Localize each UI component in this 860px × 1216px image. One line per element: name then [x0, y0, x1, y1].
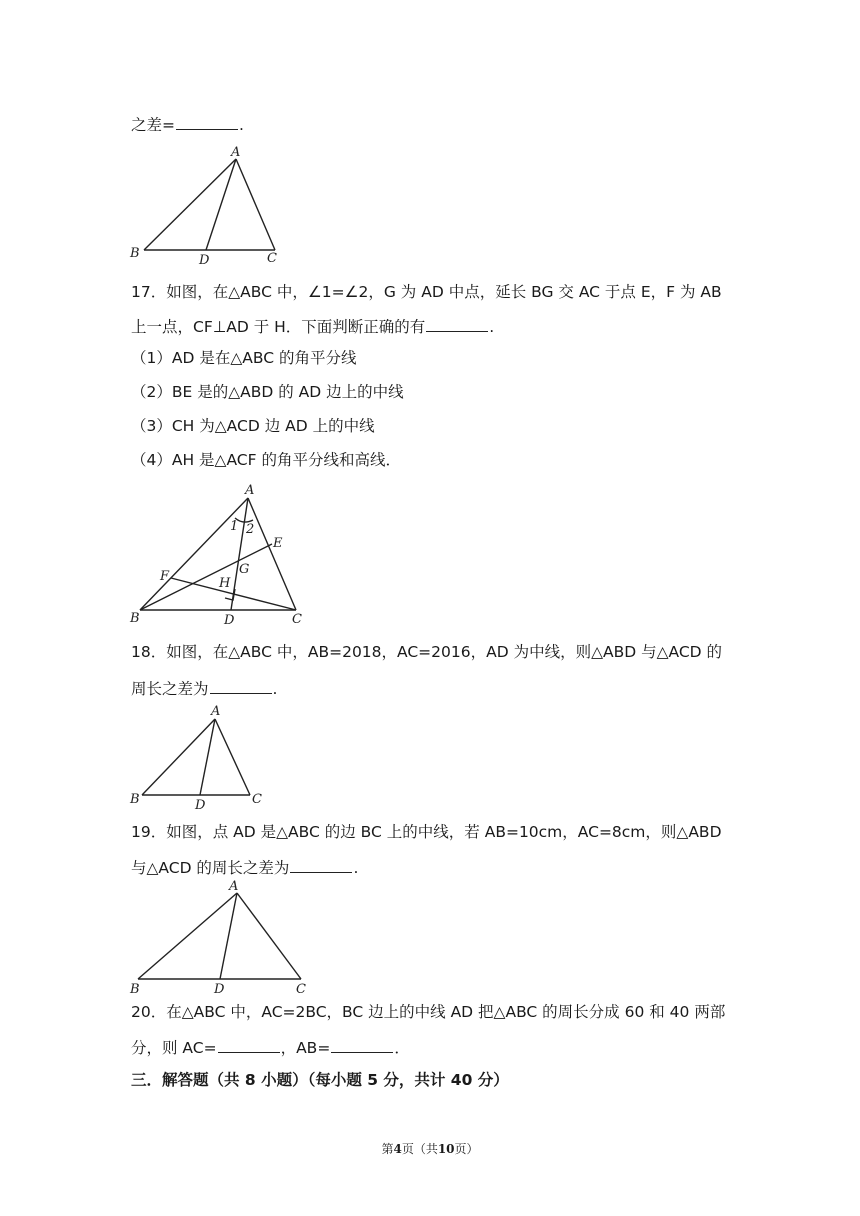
- label-b: B: [130, 792, 140, 807]
- question-17-option-1: （1）AD 是在△ABC 的角平分线: [131, 349, 357, 367]
- label-d: D: [214, 982, 225, 997]
- label-a: A: [245, 483, 255, 498]
- label-e: E: [273, 536, 283, 551]
- label-c: C: [252, 792, 262, 807]
- label-b: B: [130, 611, 140, 626]
- label-a: A: [211, 704, 221, 719]
- triangle-figure-18: [125, 700, 275, 815]
- segment-ab: [142, 719, 215, 795]
- label-b: B: [130, 246, 140, 261]
- text: 之差=: [131, 116, 175, 134]
- question-17-line-2: 上一点，CF⊥AD 于 H．下面判断正确的有 .: [131, 314, 494, 338]
- label-angle-2: 2: [246, 522, 255, 537]
- question-20-line-2: 分，则 AC= ，AB= ．: [131, 1035, 410, 1059]
- answer-blank-ab[interactable]: [331, 1035, 393, 1053]
- label-c: C: [292, 612, 302, 627]
- answer-blank[interactable]: [176, 112, 238, 130]
- segment-ad: [206, 159, 236, 250]
- label-g: G: [239, 562, 250, 577]
- label-a: A: [231, 145, 241, 160]
- label-c: C: [267, 251, 277, 266]
- question-17-option-4: （4）AH 是△ACF 的角平分线和高线．: [131, 451, 401, 469]
- question-17-option-3: （3）CH 为△ACD 边 AD 上的中线: [131, 417, 375, 435]
- label-f: F: [160, 569, 170, 584]
- triangle-figure-16: [125, 145, 285, 270]
- segment-ac: [215, 719, 250, 795]
- label-d: D: [199, 253, 210, 268]
- question-20-line-1: 20．在△ABC 中，AC=2BC，BC 边上的中线 AD 把△ABC 的周长分成 60 和 40 两部: [131, 1003, 726, 1021]
- answer-blank[interactable]: [290, 855, 352, 873]
- triangle-figure-17: [125, 480, 325, 630]
- question-17-line-1: 17．如图，在△ABC 中，∠1=∠2，G 为 AD 中点，延长 BG 交 AC 于点 E，F 为 AB: [131, 283, 722, 301]
- section-heading: 三．解答题（共 8 小题）（每小题 5 分，共计 40 分）: [131, 1071, 509, 1089]
- answer-blank[interactable]: [210, 676, 272, 694]
- question-19-line-2: 与△ACD 的周长之差为 .: [131, 855, 358, 879]
- triangle-figure-19: [125, 876, 315, 996]
- label-h: H: [219, 576, 231, 591]
- segment-ac: [237, 893, 301, 979]
- text-line: 之差= .: [131, 112, 244, 136]
- page-number: 4: [393, 1142, 402, 1156]
- question-19-line-1: 19．如图，点 AD 是△ABC 的边 BC 上的中线，若 AB=10cm，AC=8cm，则△ABD: [131, 823, 722, 841]
- label-b: B: [130, 982, 140, 997]
- question-17-option-2: （2）BE 是的△ABD 的 AD 边上的中线: [131, 383, 404, 401]
- question-18-line-2: 周长之差为 .: [131, 676, 277, 700]
- answer-blank[interactable]: [426, 314, 488, 332]
- label-d: D: [195, 798, 206, 813]
- segment-ac: [236, 159, 275, 250]
- page-footer: 第4页（共10页）: [381, 1142, 479, 1156]
- label-c: C: [296, 982, 306, 997]
- label-a: A: [229, 879, 239, 894]
- label-d: D: [224, 613, 235, 628]
- segment-ac: [248, 498, 296, 610]
- answer-blank-ac[interactable]: [218, 1035, 280, 1053]
- total-pages: 10: [437, 1142, 455, 1156]
- segment-ab: [144, 159, 236, 250]
- segment-ad: [200, 719, 215, 795]
- label-angle-1: 1: [230, 519, 239, 534]
- question-18-line-1: 18．如图，在△ABC 中，AB=2018，AC=2016，AD 为中线，则△ABD 与△ACD 的: [131, 643, 723, 661]
